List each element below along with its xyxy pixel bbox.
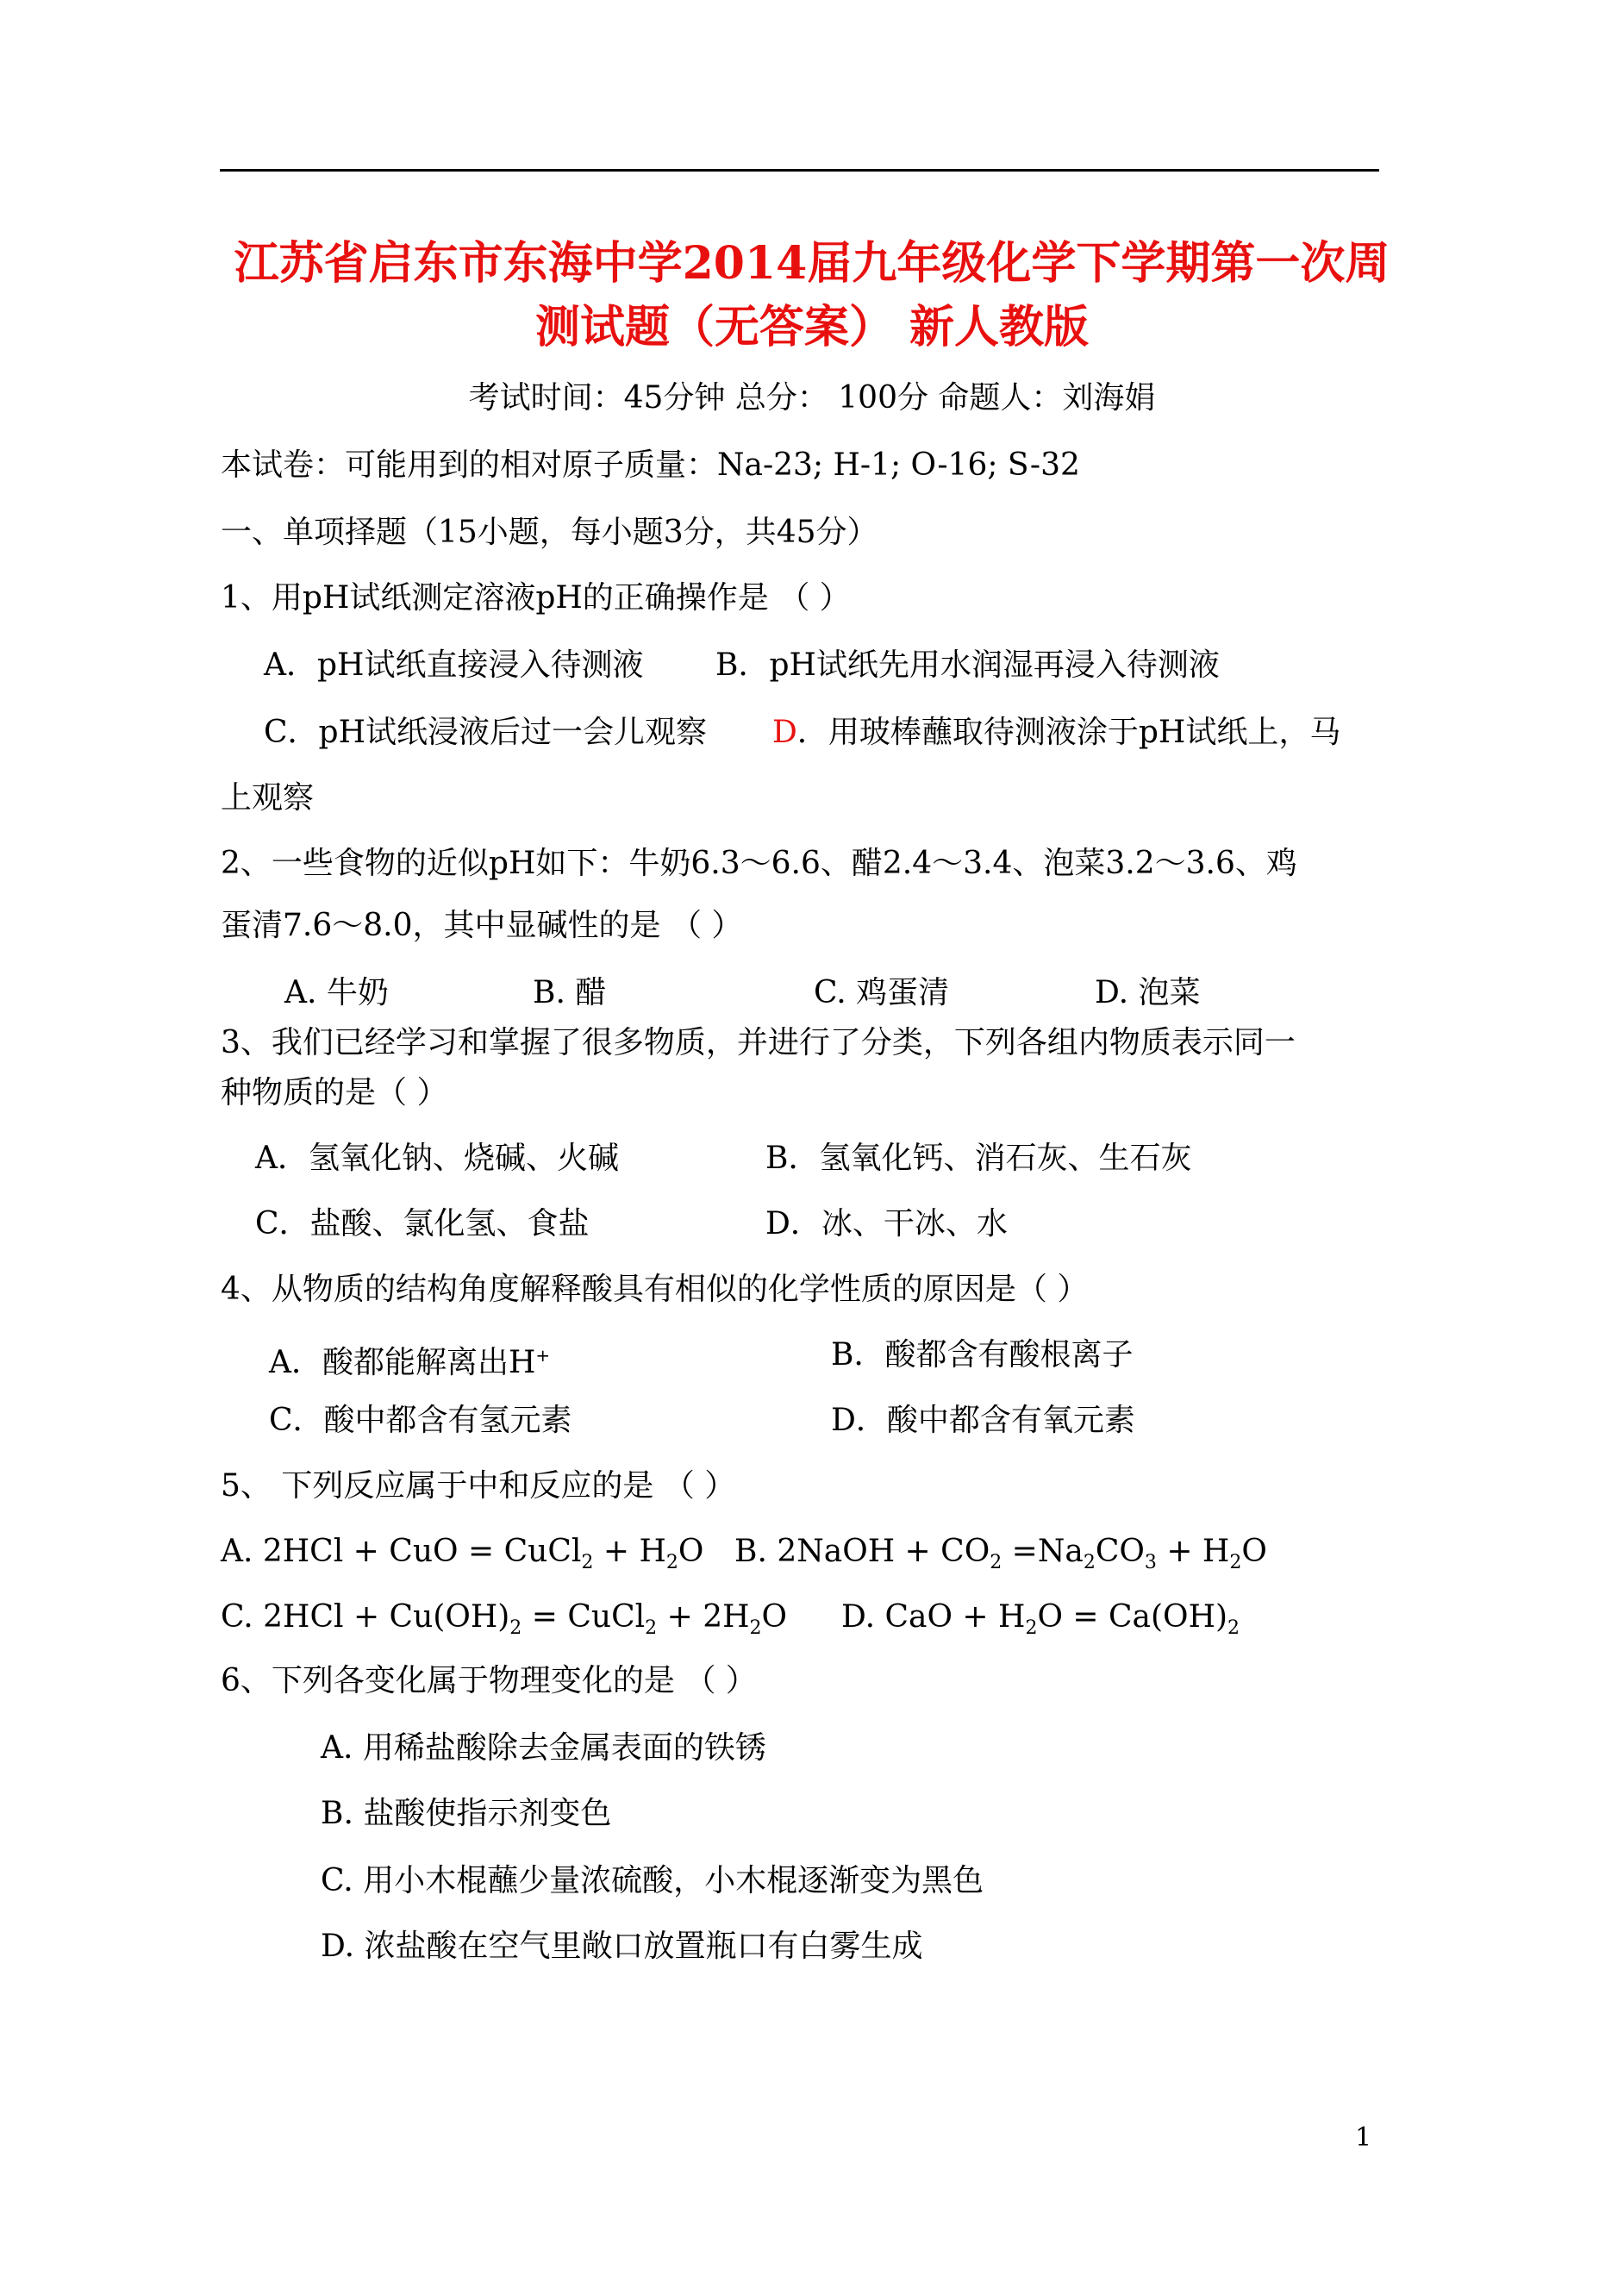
page-title-line2: 测试题（无答案） 新人教版 [534,301,1090,353]
question-2-stem-line1: 2、一些食物的近似pH如下：牛奶6.3～6.6、醋2.4～3.4、泡菜3.2～3.6、鸡 [221,846,1297,881]
atomic-mass-note: 本试卷：可能用到的相对原子质量：Na-23; H-1; O-16; S-32 [221,447,1080,483]
q2-option-b: B. 醋 [533,975,607,1010]
q6-option-d: D. 浓盐酸在空气里敞口放置瓶口有白雾生成 [321,1929,923,1964]
q1-option-d-continued: 上观察 [221,780,315,816]
q5-option-c: C. $2HCl + Cu(OH)_2$ = CuCl$_2$ + $2H_2O$ [221,1599,788,1640]
q2-option-c: C. 鸡蛋清 [814,975,950,1010]
q3-option-b: B．氢氧化钙、消石灰、生石灰 [765,1141,1192,1176]
q6-option-c: C. 用小木棍蘸少量浓硫酸，小木棍逐渐变为黑色 [321,1863,984,1898]
q1-option-a: A．pH试纸直接浸入待测液 [264,647,644,683]
question-3-stem-line2: 种物质的是（ ） [221,1075,448,1110]
question-2-stem-line2: 蛋清7.6～8.0，其中显碱性的是 （ ） [221,908,743,943]
q1-option-b: B．pH试纸先用水润湿再浸入待测液 [715,647,1220,683]
q6-option-b: B. 盐酸使指示剂变色 [321,1796,612,1831]
question-1-stem: 1、用pH试纸测定溶液pH的正确操作是 （ ） [221,580,851,616]
section-heading: 一、单项择题（15小题，每小题3分，共45分） [221,515,878,550]
q2-option-d: D. 泡菜 [1095,975,1201,1010]
q1-option-c: C．pH试纸浸液后过一会儿观察 [264,715,707,750]
question-6-stem: 6、下列各变化属于物理变化的是 （ ） [221,1663,757,1698]
q5-option-d: D. CaO + $H_2O = Ca(OH)_2$ [841,1599,1240,1640]
q2-option-a: A. 牛奶 [284,975,389,1010]
question-3-stem-line1: 3、我们已经学习和掌握了很多物质，并进行了分类，下列各组内物质表示同一 [221,1025,1296,1060]
q1-option-d-text: ．用玻棒蘸取待测液涂于pH试纸上，马 [796,715,1341,750]
page-title-line1: 江苏省启东市东海中学2014届九年级化学下学期第一次周 [234,237,1390,290]
top-rule [220,169,1379,172]
q4-option-a: A．酸都能解离出H+ [269,1345,551,1380]
exam-info: 考试时间：45分钟 总分： 100分 命题人：刘海娟 [468,380,1156,416]
page-number: 1 [1355,2123,1372,2153]
q5-option-b: B. 2NaOH + $CO_2 =Na_2CO_3 + H_2O$ [734,1534,1267,1574]
q1-option-d-letter: D [772,715,797,750]
q1-option-d [772,714,1340,752]
q3-option-c: C．盐酸、氯化氢、食盐 [255,1206,590,1241]
q3-option-d: D．冰、干冰、水 [765,1206,1008,1241]
q4-option-d: D．酸中都含有氧元素 [831,1403,1135,1438]
question-4-stem: 4、从物质的结构角度解释酸具有相似的化学性质的原因是（ ） [221,1272,1089,1307]
q6-option-a: A. 用稀盐酸除去金属表面的铁锈 [321,1730,766,1766]
question-5-stem: 5、 下列反应属于中和反应的是 （ ） [221,1468,736,1504]
q3-option-a: A．氢氧化钠、烧碱、火碱 [255,1141,619,1176]
q4-option-c: C．酸中都含有氢元素 [269,1403,572,1438]
q4-option-b: B．酸都含有酸根离子 [831,1337,1134,1373]
q5-option-a: A. 2HCl + CuO = CuCl$_2$ + $H_2O$ [221,1534,704,1574]
